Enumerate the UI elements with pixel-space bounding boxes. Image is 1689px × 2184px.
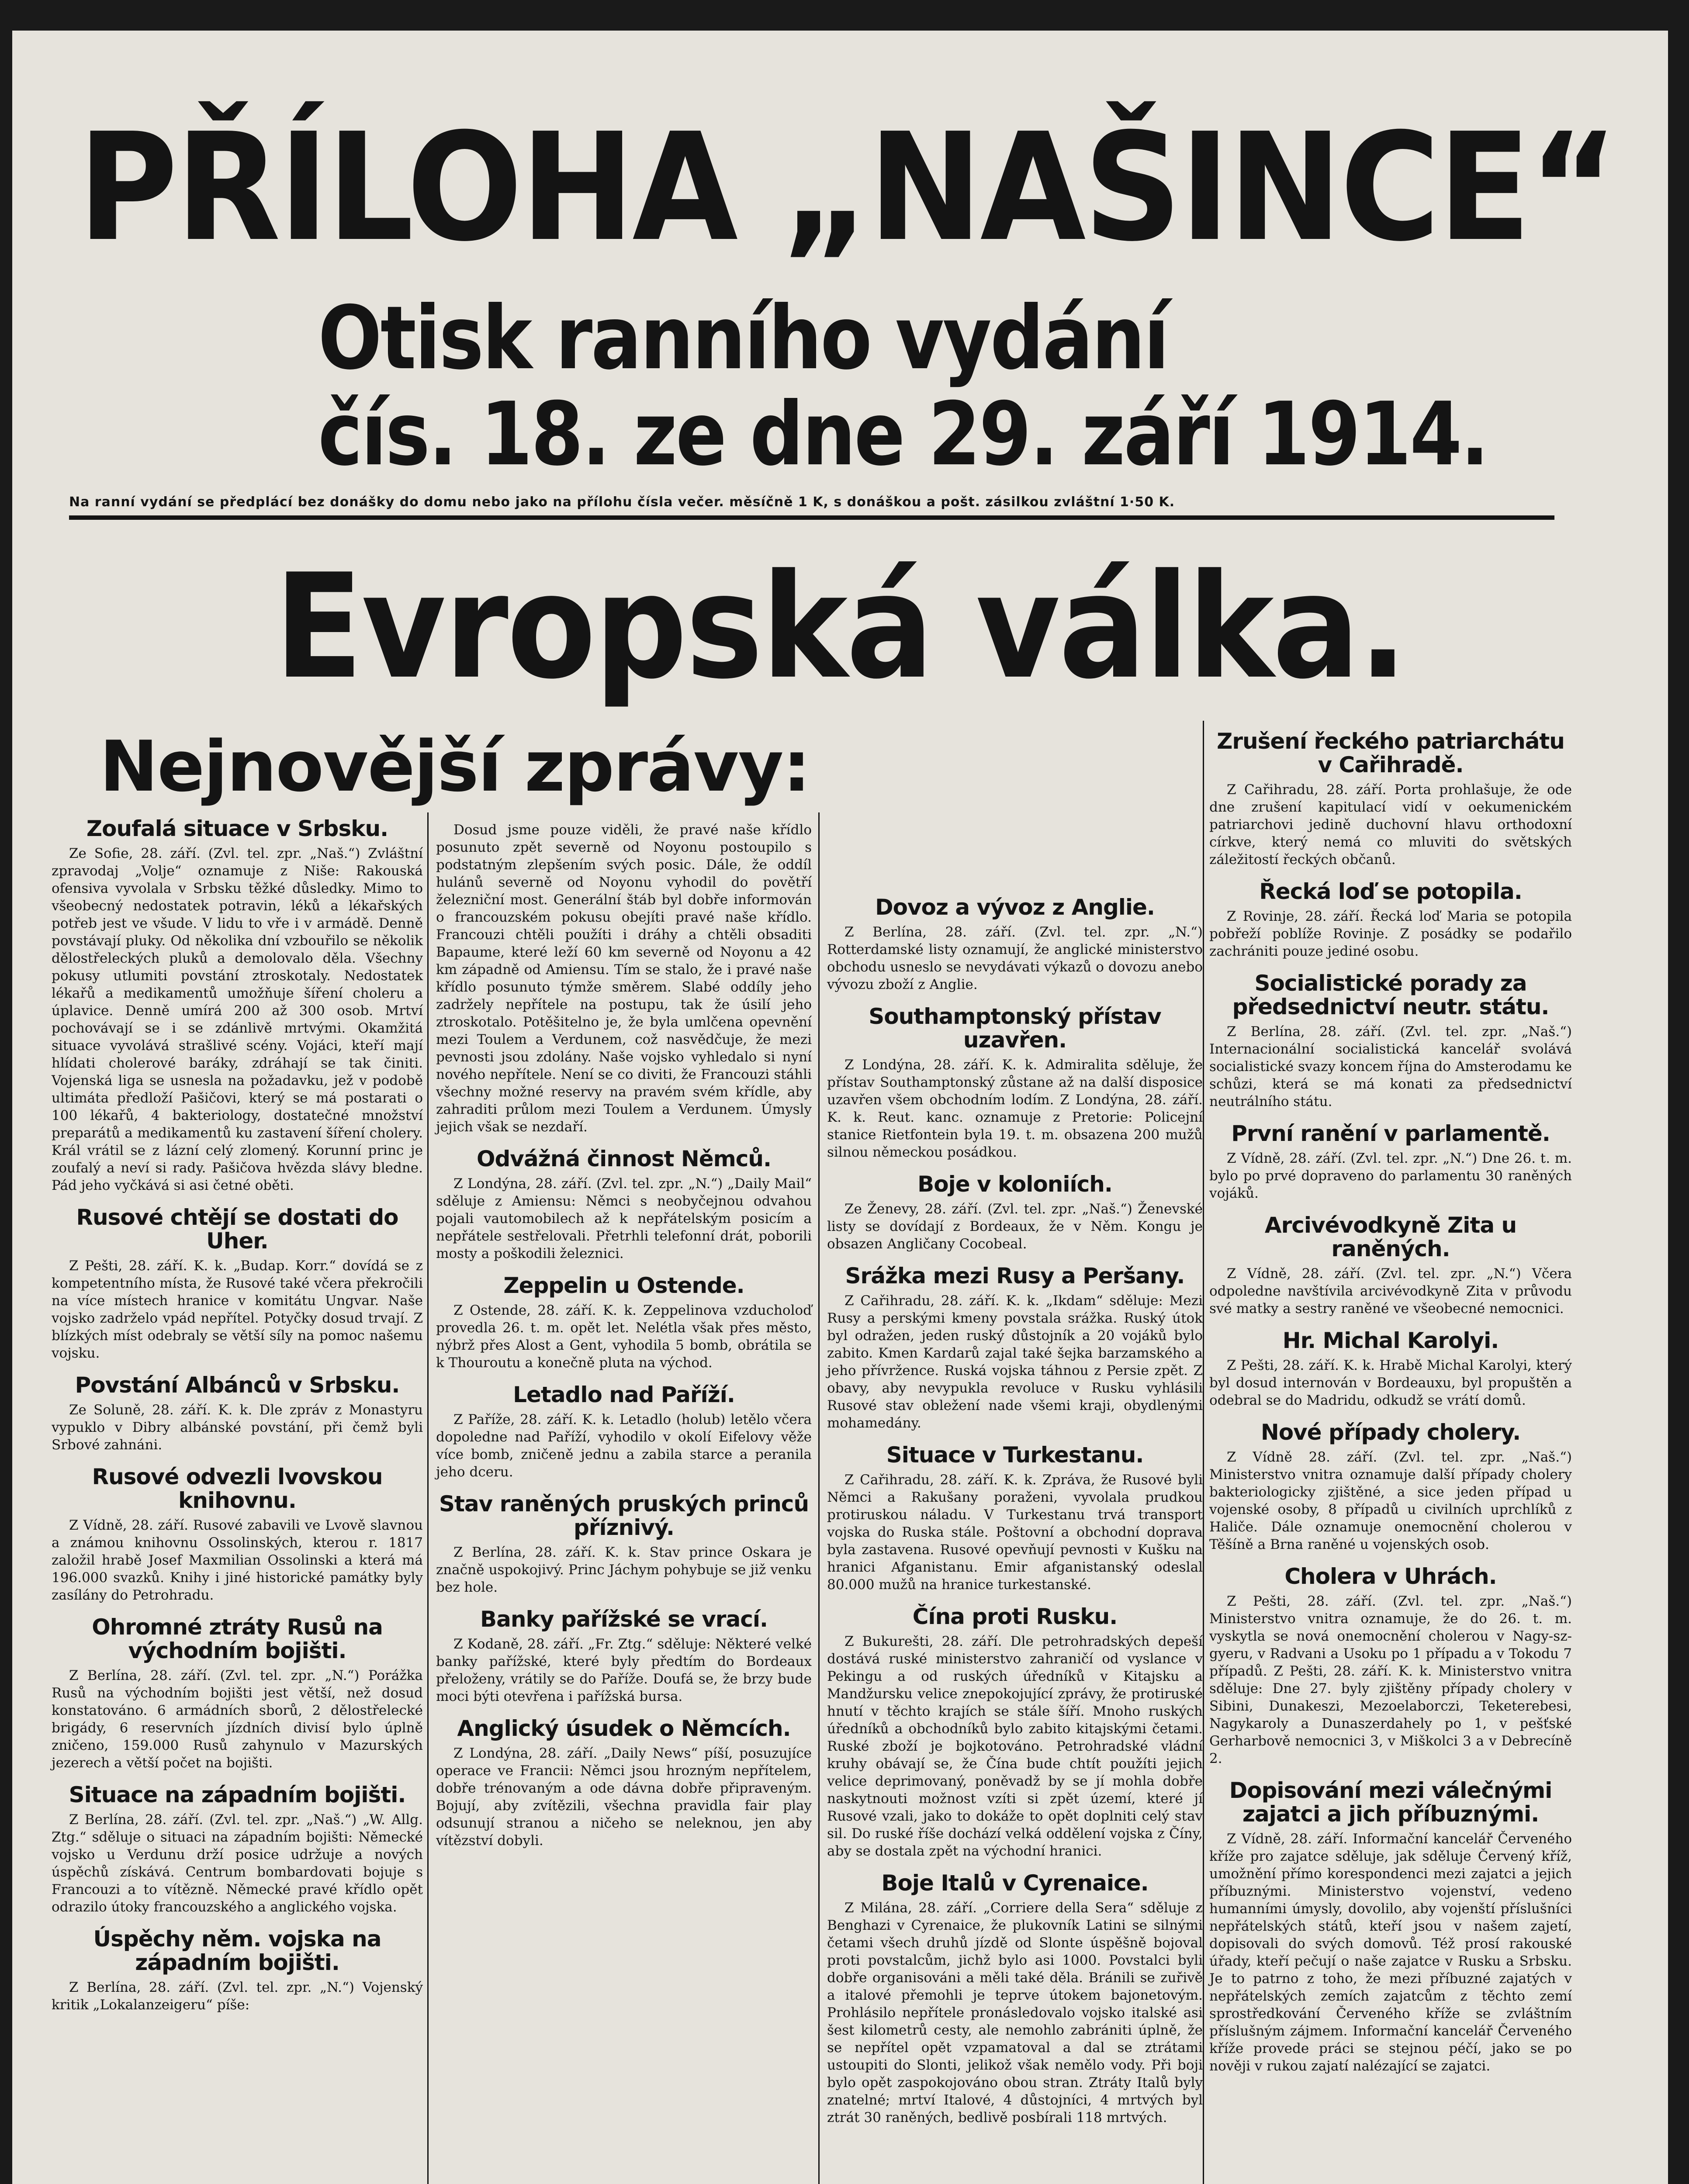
article-title: Cholera v Uhrách. bbox=[1284, 1564, 1497, 1589]
article-title: Ohromné ztráty Rusů na východním bojišti. bbox=[92, 1614, 383, 1663]
column-3 bbox=[827, 895, 1203, 2138]
article-title: Zoufalá situace v Srbsku. bbox=[86, 816, 388, 841]
article-uspechy bbox=[52, 1927, 423, 2014]
article-title: Čína proti Rusku. bbox=[912, 1604, 1118, 1629]
article-body: Z Cařihradu, 28. září. K. k. Zpráva, že Rusové byli Němci a Rakušany poraženi, vyvolala prudkou protiruskou náladu. V Turkestanu trvá transport vojska do Ruska stále. Poštovní a obchodní doprava byla zastavena. Rusové opevňují pevnosti v Kušku na hranici Afganistanu. Emir afganistanský odeslal 80.000 mužů na hranice turkestanské. bbox=[827, 1472, 1203, 1593]
article-body: Z Vídně, 28. září. (Zvl. tel. zpr. „N.“) Včera odpoledne navštívila arcivévodkyně Zita v průvodu své matky a sestry raněné ve všeobecné nemocnici. bbox=[1209, 1266, 1572, 1317]
article-title: Boje v koloniích. bbox=[917, 1171, 1112, 1197]
article-body: Z Vídně, 28. září. (Zvl. tel. zpr. „N.“) Dne 26. t. m. bylo po prvé dopraveno do parlamentu 30 raněných vojáků. bbox=[1209, 1151, 1572, 1201]
article-title: Rusové chtějí se dostati do Uher. bbox=[76, 1205, 398, 1254]
article-title: Řecká loď se potopila. bbox=[1259, 879, 1522, 904]
article-body: Z Vídně, 28. září. Informační kancelář Červeného kříže pro zajatce sděluje, jak sděluje Červený kříž, umožnění přímo korespondenci mezi zajatci a jejich příbuznými. Ministerstvo vojenství, vedeno humanními úmysly, dovolilo, aby vojenští příslušníci nepřátelských států, kteří jsou v našem zajetí, dopisovali do svých domovů. Též prosí rakouské úřady, kteří pečují o naše zajatce v Rusku a Srbsku. Je to patrno z toho, že mezi příbuzné zajatých v nepřátelských zemích zajatcům z těchto zemí sprostředkování Červeného kříže se zvláštním příslušným zájmem. Informační kancelář Červeného kříže provede práci se stejnou péčí, jako se po nověji v rukou zajatí nalézající se zajatci. bbox=[1209, 1831, 1572, 2074]
masthead-rule bbox=[69, 515, 1554, 520]
article-body: Z Pešti, 28. září. K. k. Hrabě Michal Karolyi, který byl dosud internován v Bordeauxu, byl propuštěn a odebral se do Madridu, odkudž se vrátí domů. bbox=[1209, 1358, 1572, 1408]
sub-headline: Nejnovější zprávy: bbox=[100, 726, 810, 807]
article-body: Z Berlína, 28. září. (Zvl. tel. zpr. „N.“) Rotterdamské listy oznamují, že anglické ministerstvo obchodu usneslo se nevydávati výkazů o dovozu anebo vývozu zboží z Anglie. bbox=[827, 924, 1203, 992]
article-title: Arcivévodkyně Zita u raněných. bbox=[1264, 1213, 1517, 1261]
article-title: Situace na západním bojišti. bbox=[69, 1782, 406, 1807]
article-zeppelin bbox=[436, 1274, 812, 1372]
article-body: Z Bukurešti, 28. září. Dle petrohradských depeší dostává ruské ministerstvo zahraničí od vyslance v Pekingu a od ruských úředníků v Kitajsku a Mandžursku velice znepokojující zprávy, že protiruské hnutí v těchto krajích se stále šíří. Mnoho ruských úředníků a obchodníků bylo zabito kitajskými četami. Ruské zboží je bojkotováno. Petrohradské vládní kruhy obávají se, že Čína bude chtít použíti jejich velice deprimovaný, poněvadž by se jí mohla dobře naskytnouti možnost vzíti si zpět území, které jí Rusové vzali, jako to dokáže to opět doplniti celý stav sil. Do ruské říše dochází velká oddělení vojska z Číny, aby se dostala zpět na východní hranici. bbox=[827, 1634, 1203, 1859]
article-cholera-uhry bbox=[1209, 1565, 1572, 1767]
article-letadlo bbox=[436, 1383, 812, 1481]
article-title: Hr. Michal Karolyi. bbox=[1282, 1328, 1499, 1353]
edition-line-1: Otisk ranního vydání bbox=[318, 287, 1168, 389]
article-cyrenaika bbox=[827, 1871, 1203, 2126]
article-body: Z Londýna, 28. září. K. k. Admiralita sděluje, že přístav Southamptonský zůstane až na další disposice uzavřen všem obchodním lodím. Z Londýna, 28. září. K. k. Reut. kanc. oznamuje z Pretorie: Policejní stanice Rietfontein byla 19. t. m. obsazena 200 mužů silnou německou posádkou. bbox=[827, 1057, 1203, 1160]
article-title: Nové případy cholery. bbox=[1260, 1420, 1521, 1445]
article-body: Z Londýna, 28. září. (Zvl. tel. zpr. „N.“) „Daily Mail“ sděluje z Amiensu: Němci s neobyčejnou odvahou pojali vautomobilech až k nepřátelským posicím a nepřátele sestřelovali. Přetrhli telefonní drát, poborili mosty a poškodili železnici. bbox=[436, 1176, 812, 1261]
article-southampton bbox=[827, 1005, 1203, 1161]
article-title: Zrušení řeckého patriarchátu v Cařihradě. bbox=[1217, 729, 1564, 778]
column-rule bbox=[1203, 721, 1204, 2184]
article-nemci bbox=[436, 1147, 812, 1262]
column-rule bbox=[427, 812, 429, 2184]
edition-line-2: čís. 18. ze dne 29. září 1914. bbox=[318, 384, 1488, 485]
article-title: Stav raněných pruských princů příznivý. bbox=[439, 1491, 809, 1540]
article-title: Anglický úsudek o Němcích. bbox=[457, 1716, 791, 1741]
article-title: Rusové odvezli lvovskou knihovnu. bbox=[92, 1464, 383, 1513]
article-body: Ze Sofie, 28. září. (Zvl. tel. zpr. „Naš.“) Zvláštní zpravodaj „Volje“ oznamuje z Niše: Rakouská ofensiva vyvolala v Srbsku těžké důsledky. Mimo to všeobecný nedostatek potravin, léků a lékařských potřeb jest ve všude. V lidu to vře i v armádě. Denně povstávají pluky. Od několika dní vzbouřilo se několik dělostřeleckých pluků a demolovalo děla. Všechny pokusy utlumiti povstání ztroskotaly. Nedostatek lékařů a medikamentů umožňuje šíření choleru a úplavice. Denně umírá 200 až 300 osob. Mrtví pochovávají se i se zdánlivě mrtvými. Okamžitá situace vyvolává strašlivé scény. Vojáci, kteří mají hlídati cholerové baráky, zdráhají se tak činiti. Vojenská liga se usnesla na požadavku, jež v podobě ultimáta předloží Pašičovi, který se má postarati o 100 lékařů, 4 bakteriology, dostatečné množství preparátů a medikamentů ku zastavení šíření cholery. Král vrátil se z lázní celý zlomený. Korunní princ je zoufalý a neví si rady. Pašičova hvězda slávy bledne. Pád jeho vyčkává si asi četné oběti. bbox=[52, 846, 423, 1193]
article-title: Srážka mezi Rusy a Peršany. bbox=[845, 1263, 1185, 1289]
article-body: Z Berlína, 28. září. (Zvl. tel. zpr. „N.“) Porážka Rusů na východním bojišti jest větší, než dosud konstatováno. 6 armádních sborů, 2 dělostřelecké brigády, 6 reservních jízdních divisí bylo úplně zničeno, 159.000 Rusů zahynulo v Mazurských jezerech a větší počet na bojišti. bbox=[52, 1668, 423, 1771]
article-body: Z Kodaně, 28. září. „Fr. Ztg.“ sděluje: Některé velké banky pařížské, které byly předtím do Bordeaux přeloženy, vrátily se do Paříže. Doufá se, že brzy bude moci býti otevřena i pařížská bursa. bbox=[436, 1636, 812, 1704]
article-continuation bbox=[436, 821, 812, 1136]
article-body: Z Pešti, 28. září. (Zvl. tel. zpr. „Naš.“) Ministerstvo vnitra oznamuje, že do 26. t. m. vyskytla se nová onemocnění cholerou v Nagy-sz-gyeru, v Radvani a Usoku po 1 případu a v Tokodu 7 případů. Z Pešti, 28. září. K. k. Ministerstvo vnitra sděluje: Dne 27. byly zjištěny případy cholery v Sibini, Dunakeszi, Mezoelaborczi, Teketerebesi, Nagykaroly a Dunaszerdahely po 1, v pešťské Gerharbově nemocnici 3, v Miškolci 3 a v Debrecíně 2. bbox=[1209, 1593, 1572, 1766]
article-title: Zeppelin u Ostende. bbox=[503, 1273, 744, 1298]
article-body: Dosud jsme pouze viděli, že pravé naše křídlo posunuto zpět severně od Noyonu postoupilo s podstatným zlepšením svých posic. Dále, že oddíl hulánů severně od Noyonu vyhodil do povětří železniční most. Generální štáb byl dobře informován o francouzském pokusu obejíti pravé naše křídlo. Francouzi chtěli použíti i dráhy a chtěli obsaditi Bapaume, které leží 60 km severně od Noyonu a 42 km západně od Amiensu. Tím se stalo, že i pravé naše křídlo posunuto týmže směrem. Slabé oddíly jeho zadržely nepřítele na postupu, tak že úsilí jeho ztroskotalo. Potěšitelno je, že byla umlčena opevnění mezi Toulem a Verdunem, což nasvědčuje, že mezi pevnosti jsou zdolány. Naše vojsko vyhledalo si nyní nového nepřítele. Není se co diviti, že Francouzi stáhli všechny možné reservy na pravém svém křídle, aby zahraditi průlom mezi Toulem a Verdunem. Úmysly jejich však se nezdaří. bbox=[436, 822, 812, 1135]
article-title: Situace v Turkestanu. bbox=[886, 1442, 1144, 1468]
article-kolonie bbox=[827, 1172, 1203, 1253]
article-title: Dopisování mezi válečnými zajatci a jich příbuznými. bbox=[1229, 1778, 1552, 1827]
article-anglie-usudek bbox=[436, 1717, 812, 1849]
article-body: Z Berlína, 28. září. (Zvl. tel. zpr. „N.“) Vojenský kritik „Lokalanzeigeru“ píše: bbox=[52, 1980, 423, 2013]
subscription-note: Na ranní vydání se předplácí bez donášky do domu nebo jako na přílohu čísla večer. měsíčně 1 K, s donáškou a pošt. zásilkou zvláštní 1·50 K. bbox=[69, 494, 1175, 510]
article-srbsko bbox=[52, 817, 423, 1194]
article-patriarcha bbox=[1209, 729, 1572, 868]
article-zapad bbox=[52, 1783, 423, 1916]
article-zita bbox=[1209, 1213, 1572, 1317]
article-parlament bbox=[1209, 1122, 1572, 1202]
article-ztraty bbox=[52, 1615, 423, 1772]
article-title: Úspěchy něm. vojska na západním bojišti. bbox=[93, 1926, 381, 1975]
column-1 bbox=[52, 817, 423, 2025]
masthead-title: PŘÍLOHA „NAŠINCE“ bbox=[78, 101, 1616, 274]
article-uhry bbox=[52, 1206, 423, 1362]
article-title: Socialistické porady za předsednictví neutr. státu. bbox=[1232, 971, 1549, 1019]
article-turkestan bbox=[827, 1443, 1203, 1593]
article-socialiste bbox=[1209, 971, 1572, 1110]
article-title: Boje Italů v Cyrenaice. bbox=[881, 1870, 1149, 1896]
article-banky bbox=[436, 1607, 812, 1705]
column-4 bbox=[1209, 729, 1572, 2086]
article-title: První ranění v parlamentě. bbox=[1231, 1121, 1550, 1146]
article-persane bbox=[827, 1264, 1203, 1432]
article-body: Z Berlína, 28. září. (Zvl. tel. zpr. „Naš.“) „W. Allg. Ztg.“ sděluje o situaci na západním bojišti: Německé vojsko u Verdunu drží posice udržuje a nových úspěchů získává. Centrum bombardovati bojuje s Francouzi a to vítězně. Německé pravé křídlo opět odrazilo útoky francouzského a anglického vojska. bbox=[52, 1812, 423, 1915]
article-body: Ze Ženevy, 28. září. (Zvl. tel. zpr. „Naš.“) Ženevské listy se dovídají z Bordeaux, že v Něm. Kongu je obsazen Angličany Cocobeal. bbox=[827, 1201, 1203, 1252]
article-title: Banky pařížské se vrací. bbox=[480, 1607, 768, 1632]
article-body: Z Vídně, 28. září. Rusové zabavili ve Lvově slavnou a známou knihovnu Ossolinských, kterou r. 1817 založil hrabě Josef Maxmilian Ossolinski a která má 196.000 svazků. Knihy i jiné historické památky byly zasílány do Petrohradu. bbox=[52, 1517, 423, 1603]
article-body: Z Cařihradu, 28. září. Porta prohlašuje, že ode dne zrušení kapitulací vidí v oekumenickém patriarchovi jedině duchovní hlavu orthodoxní církve, který nemá co mluviti do světských záležitostí řeckých občanů. bbox=[1209, 782, 1572, 867]
article-body: Z Londýna, 28. září. „Daily News“ píší, posuzujíce operace ve Francii: Němci jsou hrozným nepřítelem, dobře trénovaným a ode dávna dobře připraveným. Bojují, aby zvítězili, všechna pravidla fair play odsunují stranou a ničeho se neleknou, jen aby vítězství dobyli. bbox=[436, 1745, 812, 1849]
article-body: Z Rovinje, 28. září. Řecká loď Maria se potopila pobřeží poblíže Rovinje. Z posádky se podařilo zachrániti pouze jediné osobu. bbox=[1209, 909, 1572, 959]
article-lod bbox=[1209, 880, 1572, 960]
newspaper-page bbox=[12, 31, 1668, 2184]
article-albanci bbox=[52, 1373, 423, 1454]
article-title: Dovoz a vývoz z Anglie. bbox=[875, 895, 1155, 920]
article-cina bbox=[827, 1605, 1203, 1860]
column-rule bbox=[818, 812, 820, 2184]
article-body: Z Ostende, 28. září. K. k. Zeppelinova vzducholoď provedla 26. t. m. opět let. Nelétla však přes město, nýbrž přes Alost a Gent, vyhodila 5 bomb, obrátila se k Thouroutu a konečně pluta na východ. bbox=[436, 1303, 812, 1371]
article-body: Ze Soluně, 28. září. K. k. Dle zpráv z Monastyru vypuklo v Dibry albánské povstání, při čemž byli Srbové zahnáni. bbox=[52, 1402, 423, 1453]
article-title: Southamptonský přístav uzavřen. bbox=[869, 1004, 1161, 1053]
article-karolyi bbox=[1209, 1329, 1572, 1409]
article-dopisovani bbox=[1209, 1779, 1572, 2075]
article-title: Odvážná činnost Němců. bbox=[477, 1146, 771, 1171]
article-dovoz bbox=[827, 895, 1203, 993]
column-2 bbox=[436, 821, 812, 1861]
article-knihovna bbox=[52, 1465, 423, 1604]
article-princove bbox=[436, 1492, 812, 1596]
article-body: Z Pešti, 28. září. K. k. „Budap. Korr.“ dovídá se z kompetentního místa, že Rusové také včera překročili na více místech hranice v komitátu Ungvar. Naše vojsko zadrželo vpád nepřítel. Potyčky dosud trvají. Z blízkých míst odebraly se větší síly na pomoc našemu vojsku. bbox=[52, 1258, 423, 1361]
main-headline: Evropská válka. bbox=[274, 543, 1406, 711]
article-body: Z Cařihradu, 28. září. K. k. „Ikdam“ sděluje: Mezi Rusy a perskými kmeny povstala srážka. Ruský útok byl odražen, jeden ruský důstojník a 20 vojáků bylo zabito. Kmen Kardarů zajal také šejka barzamského a jeho přívržence. Ruská vojska táhnou z Persie zpět. Z obavy, aby nevypukla revoluce v Rusku vyhlásili Rusové stav obležení nade všemi kraji, obydlenými mohamedány. bbox=[827, 1293, 1203, 1431]
article-title: Povstání Albánců v Srbsku. bbox=[75, 1372, 400, 1398]
article-body: Z Milána, 28. září. „Corriere della Sera“ sděluje z Benghazi v Cyrenaice, že plukovník Latini se silnými četami všech druhů jízdě od Slonte úspěšně bojoval proti povstalcům, jichž bylo asi 1000. Povstalci byli dobře organisováni a měli také děla. Bránili se zuřivě a italové přemohli je teprve útokem bajonetovým. Prohlásilo nepřítele pronásledovalo vojsko italské asi šest kilometrů cesty, ale nemohlo zabrániti úplně, že se nepřítel opět vzpamatoval a dal se ztrátami ustoupiti do Slonti, jelikož však nemělo vody. Při boji bylo opět zaspokojováno obou stran. Ztráty Italů byly znatelné; mrtví Italové, 4 důstojníci, 4 mrtvých byl ztrát 30 raněných, bedlivě posbírali 118 mrtvých. bbox=[827, 1900, 1203, 2125]
article-title: Letadlo nad Paříží. bbox=[513, 1382, 735, 1407]
article-body: Z Vídně 28. září. (Zvl. tel. zpr. „Naš.“) Ministerstvo vnitra oznamuje další případy cholery bakteriologicky zjištěné, a sice jeden případ u vojenské osoby, 8 případů u civilních uprchlíků z Haliče. Dále oznamuje onemocnění cholerou v Těšíně a Brna raněné u vojenských osob. bbox=[1209, 1449, 1572, 1552]
article-body: Z Berlína, 28. září. (Zvl. tel. zpr. „Naš.“) Internacionální socialistická kancelář svolává socialistické svazy koncem října do Amsterodamu ke schůzi, která se má konati za předsednictví neutrálního státu. bbox=[1209, 1024, 1572, 1109]
article-body: Z Berlína, 28. září. K. k. Stav prince Oskara je značně uspokojivý. Princ Jáchym pohybuje se již venku bez hole. bbox=[436, 1545, 812, 1595]
article-cholera-novy bbox=[1209, 1420, 1572, 1553]
article-body: Z Paříže, 28. září. K. k. Letadlo (holub) letělo včera dopoledne nad Paříží, vyhodilo v okolí Eifelovy věže více bomb, zničeně jednu a zabila starce a peranila jeho dceru. bbox=[436, 1412, 812, 1480]
